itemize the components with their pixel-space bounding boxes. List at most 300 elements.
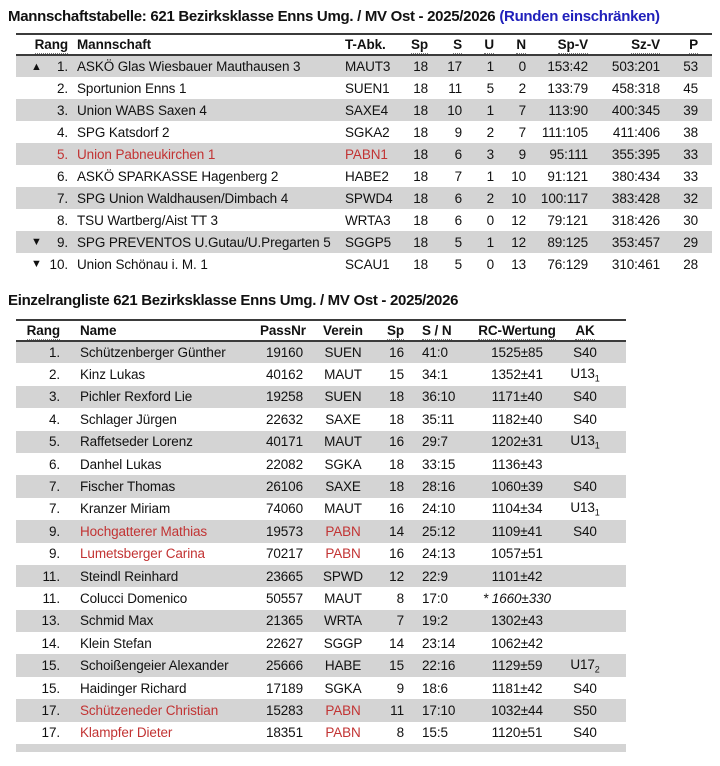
- marker-cell: [16, 187, 44, 209]
- p-cell: 39: [683, 102, 699, 118]
- verein-cell: MAUT: [324, 590, 362, 606]
- column-header-s[interactable]: S: [453, 37, 463, 52]
- verein-cell: MAUT: [324, 501, 362, 517]
- spi-cell: 8: [396, 590, 404, 606]
- results-page: [0, 8, 720, 752]
- column-header-u[interactable]: U: [484, 37, 495, 52]
- ak-cell: $U13_1$: [570, 432, 600, 451]
- verein-cell: SUEN: [324, 389, 362, 405]
- spi-cell: 12: [389, 568, 404, 584]
- team-standings-table: [16, 33, 712, 275]
- n-cell: 2: [518, 80, 527, 96]
- column-header-sp[interactable]: Sp: [386, 323, 404, 338]
- ak-cell: S40: [573, 345, 597, 361]
- sn-cell: 29:7: [422, 434, 448, 450]
- promotion-up-icon: ▲: [31, 60, 42, 73]
- verein-cell: PABN: [325, 725, 361, 741]
- passnr-cell: 22627: [265, 635, 303, 651]
- spv-cell: 95:111: [549, 146, 589, 162]
- team-cell[interactable]: Sportunion Enns 1: [77, 80, 187, 96]
- s-cell: 6: [454, 190, 463, 206]
- rc-cell: 1062±42: [491, 635, 543, 651]
- name-cell[interactable]: Danhel Lukas: [80, 456, 162, 472]
- verein-cell: SGKA: [324, 456, 362, 472]
- spacer-cell: [614, 654, 626, 676]
- rc-cell: 1182±40: [491, 411, 543, 427]
- s-cell: 17: [447, 59, 463, 74]
- s-cell: 11: [448, 80, 463, 96]
- ak-cell: S40: [573, 479, 597, 495]
- verein-cell: SUEN: [324, 345, 362, 361]
- rc-cell: 1202±31: [491, 434, 543, 450]
- table-row: [16, 722, 626, 744]
- spacer-cell: [614, 677, 626, 699]
- sp-cell: 18: [413, 146, 429, 162]
- passnr-cell: 70217: [265, 546, 303, 562]
- sp-cell: 18: [413, 124, 429, 140]
- paren-open: (: [499, 8, 505, 25]
- rc-cell: 1525±85: [491, 345, 543, 361]
- table-row: [16, 699, 626, 721]
- spacer-cell: [614, 699, 626, 721]
- rank-cell: 1.: [48, 345, 60, 361]
- column-header-verein: Verein: [323, 323, 363, 338]
- ak-cell: [556, 632, 614, 654]
- marker-cell: [16, 121, 44, 143]
- table-row: [16, 121, 712, 143]
- u-cell: 5: [486, 80, 495, 96]
- rc-cell: 1032±44: [491, 702, 543, 718]
- passnr-cell: 17189: [265, 680, 303, 696]
- column-header-sz-v[interactable]: Sz-V: [631, 37, 661, 52]
- table-row: [16, 587, 626, 609]
- abbr-cell: SPWD4: [345, 190, 393, 206]
- column-header-sp-v[interactable]: Sp-V: [557, 37, 589, 52]
- verein-cell: SAXE: [325, 479, 361, 495]
- passnr-cell: 18351: [265, 725, 303, 741]
- verein-cell: PABN: [325, 546, 361, 562]
- passnr-cell: 19258: [265, 389, 303, 405]
- spv-cell: 100:117: [540, 190, 589, 206]
- team-cell[interactable]: SPG Union Waldhausen/Dimbach 4: [77, 190, 289, 206]
- table-row: [16, 632, 626, 654]
- u-cell: 3: [486, 146, 495, 162]
- table-row: [16, 520, 626, 542]
- spacer-cell: [614, 632, 626, 654]
- spv-cell: 79:121: [547, 212, 589, 228]
- verein-cell: WRTA: [323, 613, 363, 629]
- ak-cell: [556, 543, 614, 565]
- passnr-cell: 22082: [265, 456, 303, 472]
- rank-cell: 2.: [48, 367, 60, 383]
- passnr-cell: 26106: [265, 479, 303, 495]
- marker-cell: [16, 143, 44, 165]
- table-row: [16, 654, 626, 676]
- rank-cell: 9.: [48, 523, 60, 539]
- team-cell[interactable]: ASKÖ Glas Wiesbauer Mauthausen 3: [77, 59, 301, 74]
- spacer-cell: [614, 431, 626, 453]
- verein-cell: PABN: [325, 523, 361, 539]
- spv-cell: 76:129: [547, 256, 589, 272]
- rank-cell: 5.: [48, 434, 60, 450]
- spacer-cell: [614, 408, 626, 430]
- truncated-next-row: [16, 744, 626, 752]
- ak-cell: [556, 565, 614, 587]
- spacer-cell: [614, 363, 626, 385]
- rank-cell: 8.: [56, 212, 69, 228]
- ak-cell: $U13_1$: [570, 365, 600, 384]
- spi-cell: 18: [389, 411, 404, 427]
- table-row: [16, 99, 712, 121]
- sn-cell: 17:10: [422, 702, 456, 718]
- s-cell: 6: [454, 212, 463, 228]
- age-class-subscript: 1: [594, 440, 600, 451]
- individual-table-header-row: [16, 320, 626, 341]
- table-row: [16, 386, 626, 408]
- abbr-cell: SUEN1: [345, 80, 390, 96]
- table-row: [16, 209, 712, 231]
- sn-cell: 33:15: [422, 456, 456, 472]
- abbr-cell: SCAU1: [345, 256, 390, 272]
- szv-cell: 458:318: [611, 80, 661, 96]
- paren-close: ): [655, 8, 660, 25]
- ak-cell: $U17_2$: [570, 656, 600, 675]
- rank-cell: 7.: [56, 190, 69, 206]
- ak-cell: [556, 610, 614, 632]
- szv-cell: 380:434: [611, 168, 661, 184]
- abbr-cell: MAUT3: [345, 59, 391, 74]
- spacer-cell: [614, 498, 626, 520]
- rank-cell: 3.: [56, 102, 69, 118]
- sp-cell: 18: [413, 102, 429, 118]
- marker-cell: [16, 209, 44, 231]
- n-cell: 13: [511, 256, 527, 272]
- team-cell[interactable]: TSU Wartberg/Aist TT 3: [77, 212, 218, 228]
- spacer-cell: [614, 453, 626, 475]
- spi-cell: 8: [396, 725, 404, 741]
- ak-cell: S40: [573, 411, 597, 427]
- sn-cell: 24:10: [422, 501, 456, 517]
- table-row: [16, 77, 712, 99]
- table-row: [16, 565, 626, 587]
- column-header-rc-wertung[interactable]: RC-Wertung: [478, 323, 556, 338]
- rank-cell: 2.: [56, 80, 69, 96]
- table-row: [16, 341, 626, 363]
- szv-cell: 310:461: [611, 256, 661, 272]
- rank-cell: 4.: [48, 411, 60, 427]
- s-cell: 6: [454, 146, 463, 162]
- column-header-rang[interactable]: Rang: [34, 37, 69, 52]
- spv-cell: 113:90: [548, 102, 589, 118]
- passnr-cell: 19573: [265, 523, 303, 539]
- u-cell: 0: [486, 256, 495, 272]
- sp-cell: 18: [413, 212, 429, 228]
- spv-cell: 89:125: [547, 234, 589, 250]
- column-header-t-abk: T-Abk.: [345, 37, 386, 52]
- n-cell: 10: [511, 168, 527, 184]
- s-cell: 9: [454, 124, 463, 140]
- table-row: [16, 165, 712, 187]
- u-cell: 1: [486, 168, 495, 184]
- spi-cell: 16: [389, 345, 404, 361]
- name-cell[interactable]: Schmid Max: [80, 613, 154, 629]
- sn-cell: 15:5: [422, 725, 448, 741]
- table-row: [16, 431, 626, 453]
- team-cell[interactable]: ASKÖ SPARKASSE Hagenberg 2: [77, 168, 279, 184]
- rank-cell: 11.: [42, 568, 60, 584]
- passnr-cell: 40171: [265, 434, 303, 450]
- u-cell: 1: [486, 102, 495, 118]
- spi-cell: 16: [389, 501, 404, 517]
- individual-table-title: [8, 292, 720, 310]
- name-cell[interactable]: Schützeneder Christian: [80, 702, 219, 718]
- szv-cell: 383:428: [611, 190, 661, 206]
- sn-cell: 41:0: [422, 345, 448, 361]
- passnr-cell: 19160: [265, 345, 303, 361]
- name-cell[interactable]: Klampfer Dieter: [80, 725, 173, 741]
- name-cell[interactable]: Raffetseder Lorenz: [80, 434, 193, 450]
- ak-cell: [556, 587, 614, 609]
- team-table-title-text: Mannschaftstabelle: 621 Bezirksklasse Enns Umg. / MV Ost - 2025/2026: [8, 8, 496, 25]
- name-cell[interactable]: Klein Stefan: [80, 635, 152, 651]
- spacer-cell: [614, 565, 626, 587]
- name-cell[interactable]: Schlager Jürgen: [80, 411, 177, 427]
- team-cell[interactable]: Union WABS Saxen 4: [77, 102, 207, 118]
- rc-cell: 1181±42: [491, 680, 543, 696]
- spacer-cell: [614, 587, 626, 609]
- passnr-cell: 22632: [265, 411, 303, 427]
- name-cell[interactable]: Hochgatterer Mathias: [80, 523, 208, 539]
- rank-cell: 4.: [56, 124, 69, 140]
- verein-cell: MAUT: [324, 367, 362, 383]
- u-cell: 1: [486, 59, 495, 74]
- n-cell: 10: [511, 190, 527, 206]
- n-cell: 7: [518, 124, 527, 140]
- header-spacer: [614, 320, 626, 341]
- rank-cell: 7.: [48, 479, 60, 495]
- verein-cell: SGGP: [323, 635, 363, 651]
- column-header-n[interactable]: N: [516, 37, 527, 52]
- column-header-passnr: PassNr: [260, 323, 306, 338]
- column-header-rang[interactable]: Rang: [26, 323, 60, 338]
- rank-cell: 17.: [41, 702, 60, 718]
- s-cell: 10: [447, 102, 463, 118]
- sp-cell: 18: [413, 234, 429, 250]
- abbr-cell: WRTA3: [345, 212, 391, 228]
- team-cell[interactable]: SPG Katsdorf 2: [77, 124, 170, 140]
- rank-cell: 5.: [56, 146, 69, 162]
- p-cell: 32: [683, 190, 699, 206]
- team-table-header-row: [16, 34, 712, 55]
- restrict-rounds-group: [499, 8, 659, 25]
- table-row: [16, 453, 626, 475]
- rank-cell: 14.: [41, 635, 60, 651]
- age-class-subscript: 1: [594, 507, 600, 518]
- table-row: [16, 475, 626, 497]
- rank-cell: 17.: [41, 725, 60, 741]
- sp-cell: 18: [413, 80, 429, 96]
- table-row: [16, 231, 712, 253]
- name-cell[interactable]: Kinz Lukas: [80, 367, 146, 383]
- rank-cell: 6.: [48, 456, 60, 472]
- spi-cell: 14: [389, 523, 404, 539]
- rc-cell: 1101±42: [491, 568, 543, 584]
- sp-cell: 18: [413, 168, 429, 184]
- spacer-cell: [614, 475, 626, 497]
- n-cell: 12: [511, 212, 527, 228]
- table-row: [16, 677, 626, 699]
- rank-cell: 9.: [48, 546, 60, 562]
- spacer-cell: [614, 610, 626, 632]
- rc-cell: 1120±51: [491, 725, 543, 741]
- passnr-cell: 40162: [265, 367, 303, 383]
- marker-cell: [16, 77, 44, 99]
- verein-cell: HABE: [324, 658, 362, 674]
- sn-cell: 28:16: [422, 479, 456, 495]
- rank-cell: 1.: [56, 59, 69, 74]
- rc-cell: 1109±41: [491, 523, 543, 539]
- abbr-cell: SGGP5: [345, 234, 392, 250]
- team-cell[interactable]: SPG PREVENTOS U.Gutau/U.Pregarten 5: [77, 234, 331, 250]
- team-table-title: [8, 8, 720, 26]
- u-cell: 2: [486, 124, 495, 140]
- passnr-cell: 74060: [265, 501, 303, 517]
- spi-cell: 16: [389, 434, 404, 450]
- passnr-cell: 25666: [265, 658, 303, 674]
- szv-cell: 503:201: [611, 59, 661, 74]
- ak-cell: S40: [573, 389, 597, 405]
- passnr-cell: 21365: [265, 613, 303, 629]
- column-header-ak[interactable]: AK: [575, 323, 595, 338]
- table-row: [16, 55, 712, 77]
- spacer-cell: [614, 722, 626, 744]
- passnr-cell: 50557: [265, 590, 303, 606]
- spv-cell: 133:79: [547, 80, 589, 96]
- p-cell: 30: [683, 212, 699, 228]
- ak-cell: $U13_1$: [570, 500, 600, 518]
- p-cell: 38: [683, 124, 699, 140]
- rank-cell: 3.: [48, 389, 60, 405]
- spi-cell: 18: [389, 389, 404, 405]
- ak-cell: S40: [573, 680, 597, 696]
- name-cell[interactable]: Haidinger Richard: [80, 680, 187, 696]
- table-row: [16, 143, 712, 165]
- table-row: [16, 498, 626, 520]
- spi-cell: 18: [389, 456, 404, 472]
- team-cell[interactable]: Union Pabneukirchen 1: [77, 146, 216, 162]
- p-cell: 29: [683, 234, 699, 250]
- column-header-sp[interactable]: Sp: [410, 37, 429, 52]
- verein-cell: SGKA: [324, 680, 362, 696]
- rank-cell: 15.: [41, 680, 60, 696]
- table-row: [16, 187, 712, 209]
- name-cell[interactable]: Lumetsberger Carina: [80, 546, 205, 562]
- name-cell[interactable]: Fischer Thomas: [80, 479, 176, 495]
- sn-cell: 25:12: [422, 523, 456, 539]
- p-cell: 45: [683, 80, 699, 96]
- verein-cell: SAXE: [325, 411, 361, 427]
- ak-cell: [556, 453, 614, 475]
- s-cell: 5: [454, 234, 463, 250]
- rc-cell: 1060±39: [491, 479, 543, 495]
- relegation-down-icon: ▼: [31, 258, 42, 270]
- team-cell[interactable]: Union Schönau i. M. 1: [77, 256, 208, 272]
- name-cell[interactable]: Schützenberger Günther: [80, 345, 226, 361]
- spi-cell: 16: [389, 546, 404, 562]
- n-cell: 7: [518, 102, 527, 118]
- verein-cell: PABN: [325, 702, 361, 718]
- u-cell: 1: [486, 234, 495, 250]
- p-cell: 33: [683, 168, 699, 184]
- sn-cell: 24:13: [422, 546, 456, 562]
- sn-cell: 18:6: [422, 680, 448, 696]
- spi-cell: 14: [389, 635, 404, 651]
- sn-cell: 36:10: [422, 389, 456, 405]
- rc-cell: 1136±43: [491, 456, 543, 472]
- rc-cell: 1352±41: [491, 367, 543, 383]
- marker-cell: [16, 165, 44, 187]
- name-cell[interactable]: Steindl Reinhard: [80, 568, 179, 584]
- szv-cell: 353:457: [611, 234, 661, 250]
- rc-cell: 1129±59: [491, 658, 543, 674]
- column-header-s-n[interactable]: S / N: [422, 323, 452, 338]
- rank-cell: 11.: [42, 590, 60, 606]
- column-header-name: Name: [80, 323, 117, 338]
- name-cell[interactable]: Kranzer Miriam: [80, 501, 171, 517]
- ak-cell: S50: [573, 702, 597, 718]
- table-row: [16, 408, 626, 430]
- column-header-p[interactable]: P: [689, 37, 699, 52]
- rank-cell: 9.: [56, 234, 69, 250]
- spacer-cell: [614, 386, 626, 408]
- szv-cell: 411:406: [612, 124, 661, 140]
- passnr-cell: 23665: [265, 568, 303, 584]
- sn-cell: 35:11: [422, 411, 455, 427]
- p-cell: 33: [683, 146, 699, 162]
- abbr-cell: HABE2: [345, 168, 389, 184]
- s-cell: 7: [454, 168, 463, 184]
- rc-cell: 1057±51: [491, 546, 543, 562]
- name-cell[interactable]: Colucci Domenico: [80, 590, 188, 606]
- spv-cell: 153:42: [547, 59, 589, 74]
- table-row: [16, 610, 626, 632]
- ak-cell: S40: [573, 523, 597, 539]
- rank-cell: 15.: [41, 658, 60, 674]
- name-cell[interactable]: Schoißengeier Alexander: [80, 658, 229, 674]
- spacer-cell: [614, 520, 626, 542]
- restrict-rounds-link[interactable]: Runden einschränken: [504, 8, 656, 25]
- abbr-cell: PABN1: [345, 146, 388, 162]
- individual-table-title-text: Einzelrangliste 621 Bezirksklasse Enns Umg. / MV Ost - 2025/2026: [8, 292, 459, 309]
- individual-ranking-table: [16, 319, 626, 744]
- sp-cell: 18: [413, 256, 429, 272]
- sp-cell: 18: [413, 190, 429, 206]
- abbr-cell: SGKA2: [345, 124, 390, 140]
- sn-cell: 17:0: [422, 590, 448, 606]
- p-cell: 53: [683, 59, 699, 74]
- abbr-cell: SAXE4: [345, 102, 389, 118]
- rank-cell: 7.: [48, 501, 60, 517]
- spi-cell: 18: [389, 479, 404, 495]
- ak-cell: S40: [573, 725, 597, 741]
- rc-cell: 1302±43: [491, 613, 543, 629]
- name-cell[interactable]: Pichler Rexford Lie: [80, 389, 193, 405]
- rc-cell: * 1660±330: [483, 590, 551, 606]
- u-cell: 2: [486, 190, 495, 206]
- verein-cell: MAUT: [324, 434, 362, 450]
- sn-cell: 22:16: [422, 658, 456, 674]
- rank-cell: 10.: [49, 256, 69, 272]
